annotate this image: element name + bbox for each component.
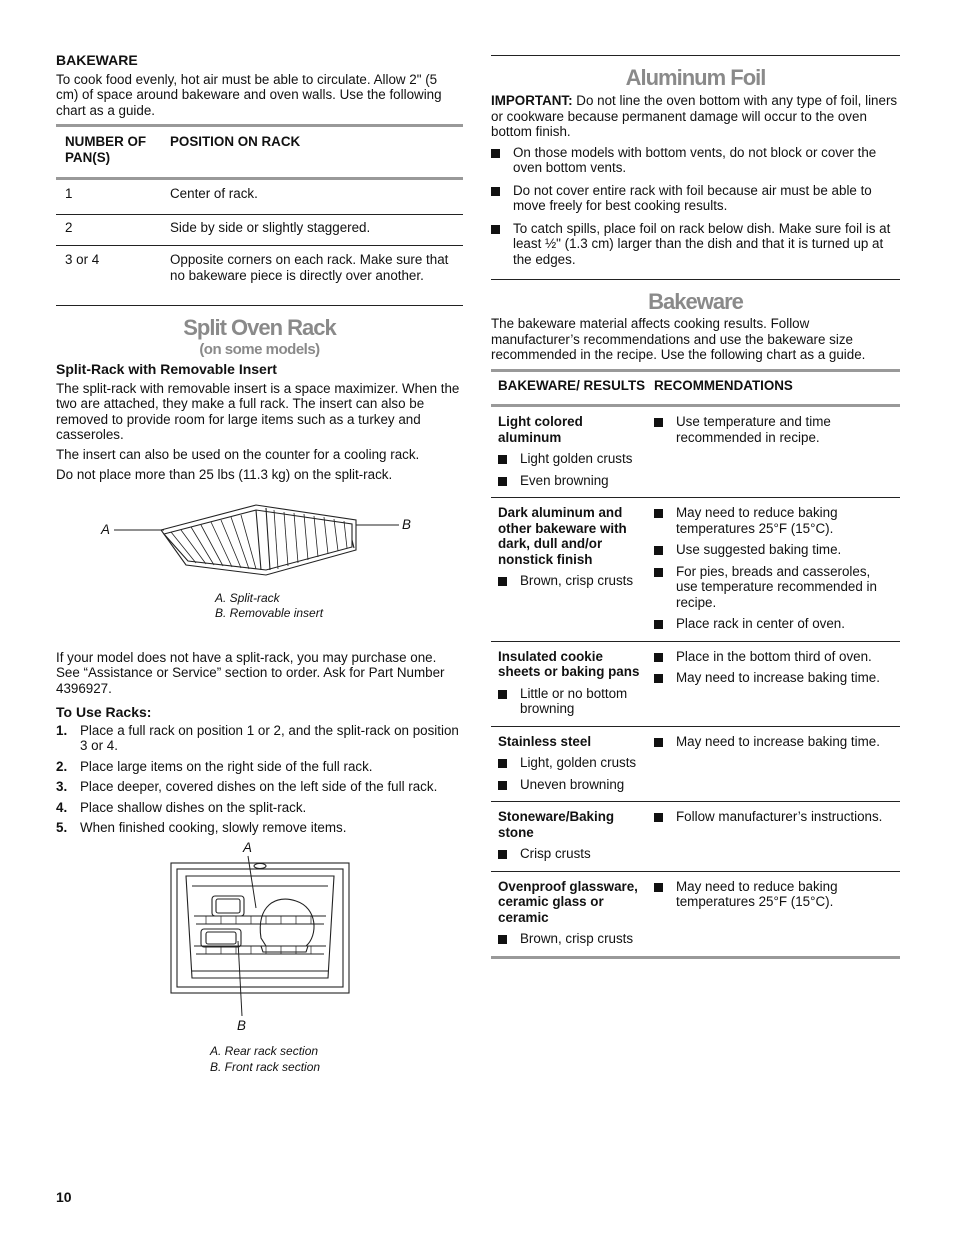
bullet-square-icon: [654, 509, 663, 518]
table-row: [491, 641, 900, 726]
list-item: Do not cover entire rack with foil because air must be able to move freely for best cooking results.: [491, 183, 900, 214]
recommendation-item: [654, 542, 893, 558]
table-header-pans: NUMBER OF PAN(S): [65, 134, 147, 165]
recommendation-text: May need to increase baking time.: [676, 670, 880, 685]
table-row: [56, 246, 463, 304]
table-header-position: POSITION ON RACK: [170, 134, 301, 149]
bullet-square-icon: [654, 883, 663, 892]
section-rule: [56, 305, 463, 306]
result-text: Light, golden crusts: [520, 755, 637, 770]
recommendations-cell: [654, 505, 893, 632]
table-header-bakeware: BAKEWARE/ RESULTS: [498, 377, 646, 393]
list-item: On those models with bottom vents, do not block or cover the oven bottom vents.: [491, 145, 900, 176]
recommendation-item: [654, 616, 893, 632]
bakeware-table: [491, 372, 900, 959]
bakeware-chart-title: Bakeware: [648, 289, 743, 314]
bullet-square-icon: [654, 546, 663, 555]
list-item: To catch spills, place foil on rack below dish. Make sure foil is at least ½" (1.3 cm) larger than the dish and that it is turned up at the edges.: [491, 221, 900, 268]
result-item: [498, 777, 647, 793]
recommendation-text: Place in the bottom third of oven.: [676, 648, 872, 664]
bullet-square-icon: [491, 149, 500, 158]
list-item: 3. Place deeper, covered dishes on the left side of the full rack.: [56, 779, 438, 794]
bakeware-type-cell: [498, 414, 647, 488]
bullet-square-icon: [498, 759, 507, 768]
bakeware-chart-intro: The bakeware material affects cooking results. Follow manufacturer’s recommendations and use the bakeware size recommended in the recipe. Use the following chart as a guide.: [491, 316, 866, 362]
result-item: [498, 755, 647, 771]
split-rack-para4: If your model does not have a split-rack, you may purchase one. See “Assistance or Service” section to order. Ask for Part Number 4396927.: [56, 649, 445, 696]
split-rack-para2: The insert can also be used on the counter for a cooling rack.: [56, 446, 420, 462]
bullet-square-icon: [654, 813, 663, 822]
table-row: [491, 726, 900, 802]
split-rack-para1: The split-rack with removable insert is a space maximizer. When the two are attached, they make a full rack. The insert can also be removed to provide room for large items such as a turkey and casseroles.: [56, 380, 460, 442]
bakeware-name: Light colored aluminum: [498, 414, 583, 445]
recommendation-text: Place rack in center of oven.: [676, 616, 845, 631]
split-rack-para3: Do not place more than 25 lbs (11.3 kg) on the split-rack.: [56, 467, 393, 482]
result-text: Brown, crisp crusts: [520, 931, 634, 946]
page-number: 10: [56, 1189, 72, 1205]
to-use-racks-steps: [56, 723, 463, 836]
recommendation-item: [654, 564, 893, 611]
fig2-label-b: B: [237, 1017, 246, 1033]
aluminum-foil-important: [491, 93, 900, 140]
table-cell-position: Opposite corners on each rack. Make sure that no bakeware piece is directly over another.: [170, 252, 449, 283]
bakeware-heading: BAKEWARE: [56, 52, 138, 68]
bullet-square-icon: [654, 653, 663, 662]
result-text: Little or no bottom browning: [520, 685, 628, 716]
result-text: Uneven browning: [520, 776, 625, 792]
bullet-square-icon: [498, 781, 507, 790]
important-text: Do not line the oven bottom with any type of foil, liners or cookware because permanent damage will occur to the oven bottom finish.: [491, 93, 898, 139]
result-text: Light golden crusts: [520, 451, 633, 466]
recommendation-text: May need to reduce baking temperatures 25°F (15°C).: [676, 878, 838, 909]
bullet-square-icon: [498, 577, 507, 586]
bakeware-table-bottom-rule: [491, 956, 900, 959]
bakeware-rows: [491, 407, 900, 956]
bullet-square-icon: [498, 455, 507, 464]
recommendation-text: May need to reduce baking temperatures 25°F (15°C).: [676, 505, 838, 536]
split-rack-title: Split Oven Rack: [183, 315, 336, 340]
result-text: Crisp crusts: [520, 846, 591, 861]
table-row: [491, 407, 900, 497]
fig1-caption-b: B. Removable insert: [215, 605, 324, 620]
table-cell-position: Side by side or slightly staggered.: [170, 219, 371, 235]
bakeware-intro: To cook food evenly, hot air must be able to circulate. Allow 2" (5 cm) of space around bakeware and oven walls. Use the following chart as a guide.: [56, 71, 442, 118]
bakeware-type-cell: [498, 734, 647, 793]
left-column: [56, 0, 463, 1076]
fig1-caption-a: A. Split-rack: [215, 590, 280, 605]
bullet-square-icon: [654, 620, 663, 629]
result-item: [498, 451, 647, 467]
section-rule: [491, 279, 900, 280]
recommendations-cell: [654, 734, 893, 793]
recommendation-item: [654, 809, 893, 825]
oven-interior-figure: [56, 839, 463, 1076]
fig1-label-b: B: [402, 516, 411, 532]
recommendations-cell: [654, 809, 893, 862]
recommendation-item: [654, 734, 893, 750]
bullet-square-icon: [654, 738, 663, 747]
result-text: Even browning: [520, 472, 609, 488]
recommendations-cell: [654, 414, 893, 488]
recommendation-item: [654, 670, 893, 686]
table-header-recommendations: RECOMMENDATIONS: [654, 377, 793, 393]
table-cell-pans: 1: [65, 186, 73, 201]
bakeware-type-cell: [498, 649, 647, 717]
bakeware-name: Stoneware/Baking stone: [498, 809, 615, 840]
recommendation-item: [654, 649, 893, 665]
bullet-square-icon: [491, 187, 500, 196]
right-column: [491, 0, 900, 959]
table-row: [491, 497, 900, 641]
bakeware-table-header: [491, 372, 900, 408]
bullet-square-icon: [654, 674, 663, 683]
recommendation-text: Use suggested baking time.: [676, 542, 842, 557]
important-label: IMPORTANT:: [491, 93, 573, 108]
bullet-square-icon: [498, 935, 507, 944]
table-row: [491, 871, 900, 956]
recommendation-text: Follow manufacturer’s instructions.: [676, 809, 883, 824]
split-rack-figure: [56, 490, 463, 652]
section-rule: [491, 55, 900, 56]
fig2-caption-a: A. Rear rack section: [210, 1043, 319, 1058]
aluminum-foil-title: Aluminum Foil: [625, 65, 766, 90]
to-use-racks-heading: To Use Racks:: [56, 704, 152, 720]
table-row: [491, 801, 900, 871]
bullet-square-icon: [498, 850, 507, 859]
bakeware-type-cell: [498, 879, 647, 947]
bullet-square-icon: [498, 477, 507, 486]
recommendations-cell: [654, 649, 893, 717]
split-rack-subheading: Split-Rack with Removable Insert: [56, 361, 277, 377]
table-cell-pans: 3 or 4: [65, 252, 100, 267]
bakeware-name: Insulated cookie sheets or baking pans: [498, 648, 640, 679]
bullet-square-icon: [654, 568, 663, 577]
split-rack-subtitle: (on some models): [199, 341, 320, 358]
oven-interior-illustration: [56, 846, 463, 1041]
bakeware-name: Dark aluminum and other bakeware with dark, dull and/or nonstick finish: [498, 505, 627, 567]
table-cell-position: Center of rack.: [170, 186, 258, 201]
result-item: [498, 846, 647, 862]
bakeware-name: Ovenproof glassware, ceramic glass or ceramic: [498, 878, 638, 925]
recommendation-text: Use temperature and time recommended in recipe.: [676, 414, 831, 445]
bullet-square-icon: [498, 690, 507, 699]
bakeware-type-cell: [498, 505, 647, 632]
bakeware-type-cell: [498, 809, 647, 862]
aluminum-foil-bullets: [491, 145, 900, 268]
bullet-square-icon: [491, 225, 500, 234]
list-item: 4. Place shallow dishes on the split-rack.: [56, 799, 307, 815]
recommendations-cell: [654, 879, 893, 947]
bakeware-name: Stainless steel: [498, 733, 592, 749]
list-item: 5. When finished cooking, slowly remove items.: [56, 820, 347, 835]
bullet-square-icon: [654, 418, 663, 427]
fig1-label-a: A: [101, 521, 110, 537]
recommendation-text: May need to increase baking time.: [676, 733, 880, 749]
rack-position-table: [56, 127, 463, 303]
list-item: 1. Place a full rack on position 1 or 2, and the split-rack on position 3 or 4.: [56, 722, 459, 753]
recommendation-text: For pies, breads and casseroles, use temperature recommended in recipe.: [676, 563, 877, 610]
recommendation-item: [654, 505, 893, 536]
table-cell-pans: 2: [65, 219, 73, 235]
result-text: Brown, crisp crusts: [520, 573, 634, 588]
result-item: [498, 573, 647, 589]
result-item: [498, 473, 647, 489]
fig2-label-a: A: [243, 839, 252, 855]
fig2-caption-b: B. Front rack section: [210, 1059, 321, 1074]
result-item: [498, 931, 647, 947]
recommendation-item: [654, 414, 893, 445]
recommendation-item: [654, 879, 893, 910]
list-item: 2. Place large items on the right side of the full rack.: [56, 758, 373, 774]
table-row: [56, 179, 463, 215]
table-row: [56, 214, 463, 246]
result-item: [498, 686, 647, 717]
